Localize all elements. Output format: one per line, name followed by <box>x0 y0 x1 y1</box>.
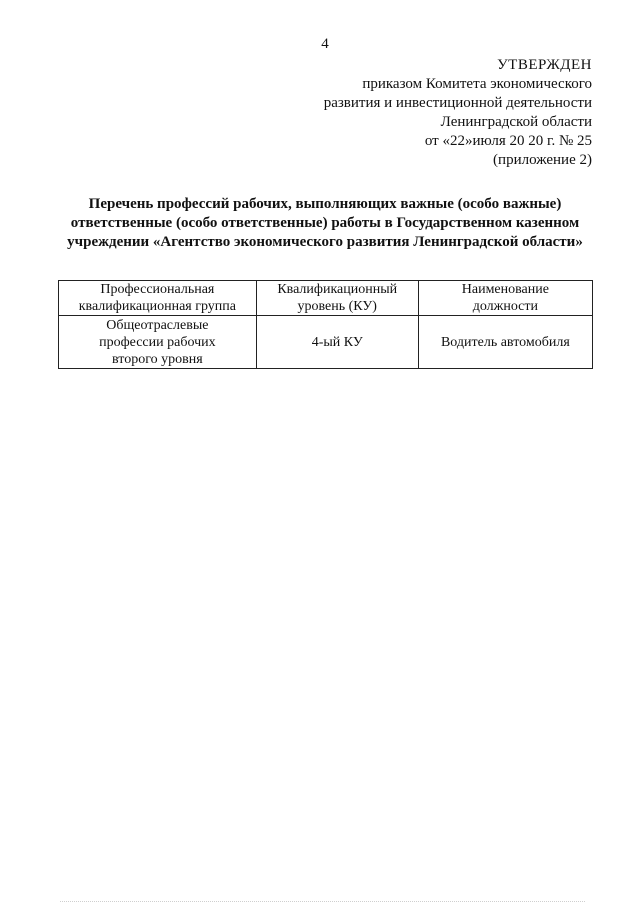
cell-position-text: Водитель автомобиля <box>440 334 570 350</box>
approval-heading: УТВЕРЖДЕН <box>497 57 592 73</box>
document-title-line-2: ответственные (особо ответственные) работы в Государственном казенном <box>70 215 580 231</box>
document-title-line-1: Перечень профессий рабочих, выполняющих важные (особо важные) <box>88 196 562 212</box>
table-row <box>59 316 593 369</box>
column-header-position <box>418 281 592 316</box>
column-header-group-text: Профессиональная квалификационная группа <box>78 282 237 314</box>
column-header-level <box>256 281 418 316</box>
cell-group-text: Общеотраслевые профессии рабочих второго уровня <box>99 317 216 367</box>
approval-line-4: от «22»июля 20 20 г. № 25 <box>424 133 592 149</box>
column-header-level-text: Квалификационный уровень (КУ) <box>277 282 398 314</box>
cell-group <box>59 316 257 369</box>
column-header-group <box>59 281 257 316</box>
professions-table <box>58 280 593 369</box>
table-header-row <box>59 281 593 316</box>
approval-line-5: (приложение 2) <box>493 152 592 168</box>
document-title-line-3: учреждении «Агентство экономического развития Ленинградской области» <box>67 234 583 250</box>
document-title <box>40 195 610 252</box>
page-number: 4 <box>321 36 329 52</box>
cell-level-text: 4-ый КУ <box>311 334 363 350</box>
cell-position <box>418 316 592 369</box>
scan-edge-line <box>60 901 585 902</box>
approval-line-1: приказом Комитета экономического <box>362 76 592 92</box>
approval-block <box>324 56 592 170</box>
approval-line-2: развития и инвестиционной деятельности <box>323 95 592 111</box>
cell-level <box>256 316 418 369</box>
column-header-position-text: Наименование должности <box>461 282 549 314</box>
approval-line-3: Ленинградской области <box>440 114 592 130</box>
